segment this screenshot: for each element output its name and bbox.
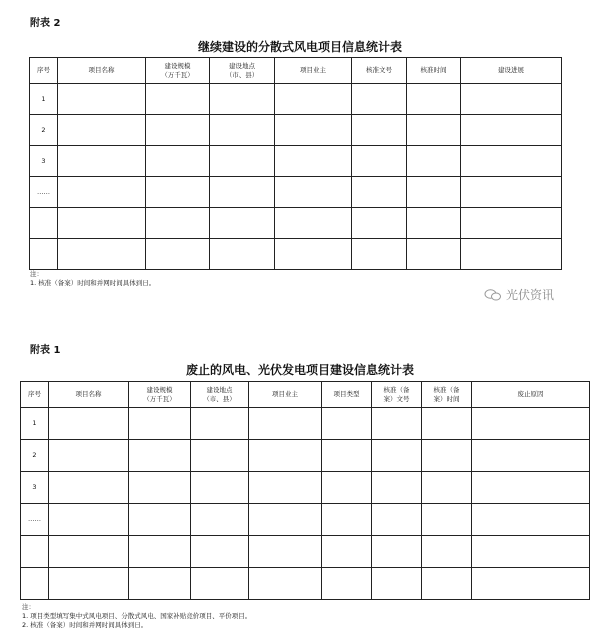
- column-header-line: 案）时间: [433, 394, 460, 403]
- empty-cell: [461, 146, 562, 177]
- empty-cell: [322, 440, 372, 472]
- empty-cell: [407, 177, 461, 208]
- column-header: [422, 382, 472, 408]
- table-2-header-row: [30, 58, 562, 84]
- empty-cell: [191, 568, 249, 600]
- empty-cell: [461, 115, 562, 146]
- empty-cell: [322, 536, 372, 568]
- column-header: [58, 58, 146, 84]
- empty-cell: [249, 536, 322, 568]
- column-header: [472, 382, 590, 408]
- column-header-line: 案）文号: [383, 394, 410, 403]
- table-row: [30, 84, 562, 115]
- empty-cell: [49, 472, 129, 504]
- notes-label: 注：: [30, 270, 43, 278]
- column-header: [30, 58, 58, 84]
- empty-cell: [407, 115, 461, 146]
- row-number-cell: [21, 568, 49, 600]
- row-number-cell: ……: [21, 504, 49, 536]
- empty-cell: [129, 536, 191, 568]
- column-header-line: 废止原因: [517, 390, 544, 398]
- row-number-cell: 1: [30, 84, 58, 115]
- empty-cell: [372, 536, 422, 568]
- empty-cell: [129, 568, 191, 600]
- table-2-body: [30, 84, 562, 270]
- column-header: [372, 382, 422, 408]
- empty-cell: [146, 84, 210, 115]
- note-line: 1. 核准（备案）时间和并网时间具体到日。: [30, 279, 156, 287]
- empty-cell: [275, 208, 352, 239]
- empty-cell: [422, 408, 472, 440]
- column-header-line: 建设规模: [146, 385, 173, 394]
- column-header-line: （万千瓦）: [161, 70, 194, 79]
- column-header: [461, 58, 562, 84]
- column-header: [191, 382, 249, 408]
- table-row: [30, 208, 562, 239]
- column-header: [129, 382, 191, 408]
- table-row: [30, 177, 562, 208]
- empty-cell: [210, 146, 275, 177]
- empty-cell: [472, 408, 590, 440]
- empty-cell: [372, 568, 422, 600]
- column-header-line: 建设进展: [498, 66, 524, 74]
- column-header-line: 项目业主: [300, 66, 326, 74]
- column-header: [322, 382, 372, 408]
- empty-cell: [372, 408, 422, 440]
- empty-cell: [49, 504, 129, 536]
- empty-cell: [129, 472, 191, 504]
- notes-label: 注：: [22, 603, 35, 611]
- column-header: [210, 58, 275, 84]
- empty-cell: [352, 84, 407, 115]
- empty-cell: [49, 568, 129, 600]
- row-number-cell: 2: [21, 440, 49, 472]
- column-header-line: 核准时间: [420, 66, 447, 74]
- table-row: [21, 504, 590, 536]
- empty-cell: [372, 504, 422, 536]
- empty-cell: [352, 239, 407, 270]
- empty-cell: [407, 84, 461, 115]
- row-number-cell: ……: [30, 177, 58, 208]
- empty-cell: [275, 146, 352, 177]
- empty-cell: [461, 84, 562, 115]
- empty-cell: [472, 536, 590, 568]
- empty-cell: [210, 208, 275, 239]
- column-header-line: 序号: [28, 390, 41, 398]
- column-header-line: （市、县）: [203, 394, 236, 403]
- empty-cell: [49, 408, 129, 440]
- empty-cell: [472, 472, 590, 504]
- empty-cell: [191, 440, 249, 472]
- column-header-line: 建设规模: [164, 61, 191, 70]
- column-header: [49, 382, 129, 408]
- empty-cell: [275, 84, 352, 115]
- empty-cell: [322, 568, 372, 600]
- empty-cell: [352, 115, 407, 146]
- empty-cell: [352, 208, 407, 239]
- empty-cell: [210, 115, 275, 146]
- empty-cell: [422, 536, 472, 568]
- empty-cell: [422, 568, 472, 600]
- table-row: [30, 239, 562, 270]
- empty-cell: [461, 208, 562, 239]
- empty-cell: [372, 472, 422, 504]
- watermark: [484, 286, 554, 303]
- column-header: [275, 58, 352, 84]
- empty-cell: [422, 472, 472, 504]
- table-1-title: 废止的风电、光伏发电项目建设信息统计表: [185, 363, 414, 377]
- empty-cell: [275, 115, 352, 146]
- row-number-cell: [21, 536, 49, 568]
- table-1-notes: [22, 603, 251, 630]
- empty-cell: [275, 239, 352, 270]
- empty-cell: [129, 504, 191, 536]
- empty-cell: [249, 504, 322, 536]
- column-header-line: （万千瓦）: [143, 394, 176, 403]
- empty-cell: [322, 408, 372, 440]
- column-header-line: 项目类型: [333, 390, 360, 398]
- table-row: [21, 408, 590, 440]
- empty-cell: [275, 177, 352, 208]
- empty-cell: [49, 440, 129, 472]
- empty-cell: [146, 115, 210, 146]
- empty-cell: [146, 177, 210, 208]
- column-header-line: 序号: [37, 66, 50, 74]
- empty-cell: [129, 408, 191, 440]
- empty-cell: [58, 177, 146, 208]
- column-header: [21, 382, 49, 408]
- table-2: [29, 57, 562, 270]
- watermark-text: 光伏资讯: [506, 288, 555, 302]
- column-header-line: 建设地点: [206, 385, 233, 394]
- column-header-line: （市、县）: [225, 70, 259, 79]
- empty-cell: [58, 115, 146, 146]
- empty-cell: [422, 440, 472, 472]
- table-1-body: [21, 408, 590, 600]
- column-header-line: 项目名称: [75, 390, 102, 398]
- empty-cell: [461, 177, 562, 208]
- empty-cell: [461, 239, 562, 270]
- column-header: [352, 58, 407, 84]
- empty-cell: [422, 504, 472, 536]
- table-2-notes: [30, 270, 155, 288]
- table-1: [20, 381, 590, 600]
- column-header-line: 核准（备: [383, 385, 410, 394]
- empty-cell: [58, 208, 146, 239]
- column-header-line: 项目名称: [88, 66, 115, 74]
- empty-cell: [146, 239, 210, 270]
- empty-cell: [249, 408, 322, 440]
- note-line: 1. 项目类型填写集中式风电项目、分散式风电、国家补贴竞价项目、平价项目。: [22, 612, 252, 620]
- row-number-cell: [30, 208, 58, 239]
- empty-cell: [210, 177, 275, 208]
- column-header: [146, 58, 210, 84]
- empty-cell: [58, 239, 146, 270]
- empty-cell: [146, 208, 210, 239]
- empty-cell: [191, 504, 249, 536]
- row-number-cell: 1: [21, 408, 49, 440]
- table-1-header-row: [21, 382, 590, 408]
- appendix-2-label: 附表 2: [30, 18, 61, 29]
- empty-cell: [472, 504, 590, 536]
- empty-cell: [191, 408, 249, 440]
- row-number-cell: [30, 239, 58, 270]
- column-header-line: 核准文号: [366, 66, 392, 74]
- empty-cell: [407, 239, 461, 270]
- column-header: [407, 58, 461, 84]
- row-number-cell: 3: [21, 472, 49, 504]
- empty-cell: [352, 146, 407, 177]
- empty-cell: [249, 472, 322, 504]
- empty-cell: [249, 440, 322, 472]
- appendix-1-label: 附表 1: [30, 345, 61, 356]
- wechat-icon: [484, 289, 502, 301]
- table-row: [21, 440, 590, 472]
- empty-cell: [372, 440, 422, 472]
- empty-cell: [322, 504, 372, 536]
- table-row: [21, 568, 590, 600]
- table-row: [21, 536, 590, 568]
- row-number-cell: 2: [30, 115, 58, 146]
- empty-cell: [191, 472, 249, 504]
- empty-cell: [249, 568, 322, 600]
- table-row: [30, 115, 562, 146]
- empty-cell: [407, 146, 461, 177]
- empty-cell: [407, 208, 461, 239]
- empty-cell: [352, 177, 407, 208]
- empty-cell: [191, 536, 249, 568]
- table-2-title: 继续建设的分散式风电项目信息统计表: [197, 40, 402, 54]
- row-number-cell: 3: [30, 146, 58, 177]
- empty-cell: [210, 239, 275, 270]
- column-header-line: 项目业主: [272, 390, 298, 398]
- empty-cell: [146, 146, 210, 177]
- column-header: [249, 382, 322, 408]
- table-row: [21, 472, 590, 504]
- empty-cell: [49, 536, 129, 568]
- empty-cell: [129, 440, 191, 472]
- column-header-line: 建设地点: [229, 61, 255, 70]
- empty-cell: [472, 440, 590, 472]
- column-header-line: 核准（备: [433, 385, 460, 394]
- note-line: 2. 核准（备案）时间和并网时间具体到日。: [22, 621, 148, 629]
- empty-cell: [58, 146, 146, 177]
- empty-cell: [58, 84, 146, 115]
- empty-cell: [210, 84, 275, 115]
- empty-cell: [322, 472, 372, 504]
- table-row: [30, 146, 562, 177]
- empty-cell: [472, 568, 590, 600]
